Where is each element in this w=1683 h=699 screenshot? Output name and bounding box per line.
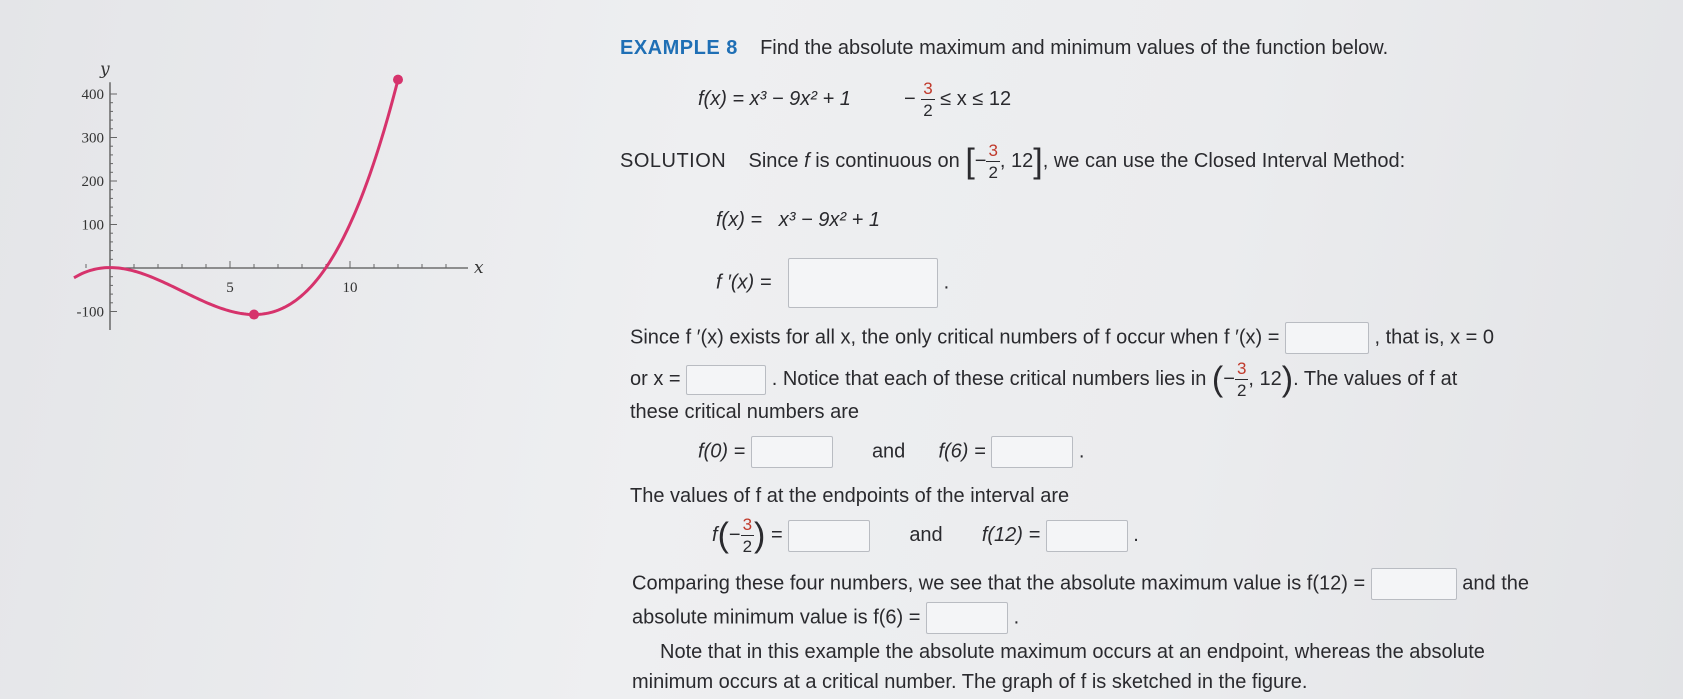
bracket-num: 3	[988, 141, 998, 160]
note-line-1	[660, 642, 1485, 662]
solution-line	[620, 142, 1405, 181]
note-text-2: minimum occurs at a critical number. The graph of f is sketched in the figure.	[632, 671, 1308, 693]
abs-min-line	[632, 602, 1019, 634]
fx-rhs: x³ − 9x² + 1	[778, 209, 880, 231]
interval-den: 2	[923, 101, 933, 120]
these-critical-line	[630, 402, 859, 422]
abs-max-answer-box[interactable]	[1371, 568, 1457, 600]
fneg-paren-open: (	[717, 516, 729, 555]
y-tick-label: 200	[81, 174, 104, 190]
bracket-open: [	[965, 142, 975, 181]
interval-num: 3	[923, 79, 933, 98]
interval-minus: −	[903, 87, 916, 110]
note-text-1: Note that in this example the absolute maximum occurs at an endpoint, whereas the absolute	[660, 641, 1485, 663]
f12-answer-box[interactable]	[1046, 520, 1128, 552]
f6-answer-box[interactable]	[991, 436, 1073, 468]
notice-text-a: . Notice that each of these critical numbers lies in	[771, 367, 1207, 390]
interval-fraction	[921, 80, 934, 119]
abs-min-answer-box[interactable]	[926, 602, 1008, 634]
paren-fraction	[1235, 360, 1248, 399]
x-axis-label: x	[474, 258, 484, 278]
critical-text-b: , that is, x = 0	[1374, 326, 1495, 349]
endpoint-values-line	[712, 516, 1139, 555]
graph-x-tick-labels	[226, 280, 357, 296]
function-graph	[55, 45, 485, 335]
bracket-rest: , 12	[999, 149, 1034, 172]
f0-answer-box[interactable]	[751, 436, 833, 468]
paren-den: 2	[1236, 381, 1247, 400]
fprime-equation	[716, 258, 949, 308]
and-text-1: and	[871, 440, 906, 463]
since-continuous-a: Since	[748, 149, 805, 172]
example-heading	[620, 38, 1388, 58]
comparing-text-a: Comparing these four numbers, we see that the absolute maximum value is f(12) =	[632, 572, 1366, 595]
paren-open: (	[1211, 360, 1224, 399]
graph-y-tick-labels	[77, 87, 105, 321]
or-x-text: or x =	[630, 367, 681, 390]
function-definition	[698, 80, 1011, 119]
fneg-eq: =	[770, 523, 783, 546]
abs-min-text: absolute minimum value is f(6) =	[632, 606, 921, 629]
fprime-zero-answer-box[interactable]	[1285, 322, 1369, 354]
closed-interval-text: , we can use the Closed Interval Method:	[1042, 149, 1406, 172]
bracket-minus: −	[974, 149, 987, 172]
note-line-2	[632, 672, 1308, 692]
endpoint-values-period: .	[1133, 523, 1139, 546]
graph-axes	[102, 82, 468, 330]
y-tick-label: 300	[81, 130, 104, 147]
y-tick-label: -100	[76, 304, 104, 321]
critical-values-line	[698, 436, 1084, 468]
y-tick-label: 100	[81, 217, 104, 234]
x-tick-label: 5	[226, 280, 234, 296]
example-label: EXAMPLE 8	[620, 37, 738, 59]
abs-min-period: .	[1013, 606, 1020, 629]
endpoints-text: The values of f at the endpoints of the interval are	[630, 485, 1070, 507]
bracket-close: ]	[1033, 142, 1043, 181]
fneg-minus: −	[728, 523, 741, 546]
fneg-fraction	[741, 516, 754, 555]
fneg-num: 3	[742, 515, 753, 534]
comparing-text-b: and the	[1462, 572, 1529, 595]
y-tick-label: 400	[81, 87, 104, 103]
critical-numbers-line	[630, 322, 1494, 354]
critical-text-a: Since f ′(x) exists for all x, the only critical numbers of f occur when f ′(x) =	[630, 326, 1280, 349]
or-x-line	[630, 360, 1457, 399]
fneg-den: 2	[742, 537, 753, 556]
interval-rest: ≤ x ≤ 12	[940, 87, 1012, 110]
x-tick-label: 10	[342, 280, 358, 296]
paren-close: )	[1281, 360, 1294, 399]
solution-label: SOLUTION	[620, 149, 727, 172]
endpoints-line	[630, 486, 1069, 506]
notice-text-b: . The values of f at	[1293, 367, 1458, 390]
fneg-paren-close: )	[754, 516, 766, 555]
these-critical-text: these critical numbers are	[630, 401, 859, 423]
f12-label: f(12) =	[981, 523, 1041, 546]
function-formula: f(x) = x³ − 9x² + 1	[698, 87, 851, 110]
graph-point-marker	[249, 310, 259, 320]
example-prompt: Find the absolute maximum and minimum values of the function below.	[760, 37, 1389, 59]
and-text-2: and	[909, 523, 943, 546]
comparing-line	[632, 568, 1529, 600]
critical-values-period: .	[1078, 440, 1085, 463]
y-axis-label: y	[100, 59, 110, 80]
paren-rest: , 12	[1248, 367, 1282, 390]
since-continuous-f: f	[804, 149, 810, 172]
f0-label: f(0) =	[698, 440, 746, 463]
f6-label: f(6) =	[938, 440, 986, 463]
critical-x-answer-box[interactable]	[686, 365, 766, 395]
fneg-answer-box[interactable]	[788, 520, 870, 552]
graph-ticks	[86, 94, 446, 312]
bracket-den: 2	[988, 163, 998, 182]
bracket-fraction	[986, 142, 999, 181]
fx-equation	[716, 210, 880, 230]
graph-markers	[249, 75, 403, 320]
fprime-period: .	[943, 271, 950, 294]
fprime-label: f ′(x) =	[716, 271, 772, 294]
graph-point-marker	[393, 75, 403, 85]
since-continuous-b: is continuous on	[809, 149, 960, 172]
fneg-f: f	[712, 523, 718, 546]
fprime-answer-box[interactable]	[788, 258, 938, 308]
paren-minus: −	[1223, 367, 1235, 390]
fx-label: f(x) =	[716, 209, 763, 231]
paren-num: 3	[1236, 359, 1247, 378]
